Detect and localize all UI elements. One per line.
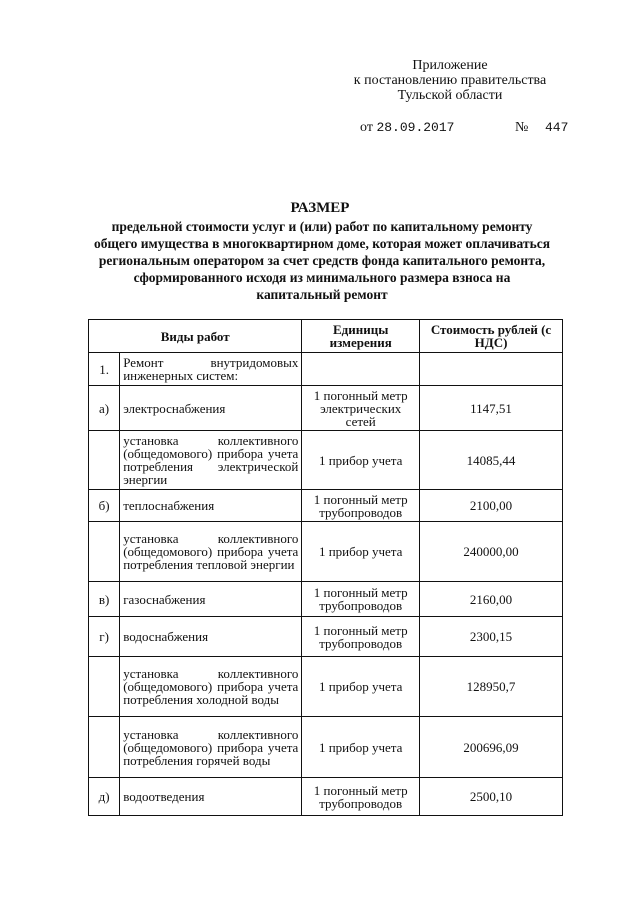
row-cost bbox=[420, 353, 563, 386]
row-cost: 2500,10 bbox=[420, 778, 563, 816]
table-row bbox=[89, 431, 563, 490]
row-cost: 2160,00 bbox=[420, 582, 563, 617]
row-work-name: установка коллективного (общедомового) прибора учета потребления горячей воды bbox=[120, 717, 302, 778]
row-cost: 1147,51 bbox=[420, 386, 563, 431]
row-index bbox=[89, 657, 120, 717]
table-row bbox=[89, 490, 563, 522]
row-index bbox=[89, 717, 120, 778]
appendix-header bbox=[330, 58, 570, 103]
row-cost: 200696,09 bbox=[420, 717, 563, 778]
row-index: д) bbox=[89, 778, 120, 816]
row-work-name: электроснабжения bbox=[120, 386, 302, 431]
header-unit: Единицы измерения bbox=[302, 320, 420, 353]
row-unit bbox=[302, 353, 420, 386]
row-unit: 1 погонный метр трубопроводов bbox=[302, 582, 420, 617]
row-cost: 240000,00 bbox=[420, 522, 563, 582]
resolution-number: 447 bbox=[545, 120, 569, 135]
row-cost: 14085,44 bbox=[420, 431, 563, 490]
row-work-name: установка коллективного (общедомового) прибора учета потребления тепловой энергии bbox=[120, 522, 302, 582]
row-index: а) bbox=[89, 386, 120, 431]
resolution-date: 28.09.2017 bbox=[376, 120, 455, 135]
header-works: Виды работ bbox=[89, 320, 302, 353]
row-work-name: водоотведения bbox=[120, 778, 302, 816]
table-row bbox=[89, 353, 563, 386]
table-header-row bbox=[89, 320, 563, 353]
table-row bbox=[89, 657, 563, 717]
row-unit: 1 погонный метр трубопроводов bbox=[302, 617, 420, 657]
row-index bbox=[89, 431, 120, 490]
row-cost: 2300,15 bbox=[420, 617, 563, 657]
date-prefix: от bbox=[360, 120, 373, 135]
number-sign: № bbox=[515, 120, 529, 135]
document-title: РАЗМЕР bbox=[290, 200, 350, 216]
table-row bbox=[89, 717, 563, 778]
row-cost: 128950,7 bbox=[420, 657, 563, 717]
resolution-date-line bbox=[360, 120, 569, 136]
row-work-name: Ремонт внутридомовых инженерных систем: bbox=[120, 353, 302, 386]
table-row bbox=[89, 386, 563, 431]
document-subtitle: предельной стоимости услуг и (или) работ по капитальному ремонту общего имущества в многоквартирном доме, которая может оплачиваться региональным оператором за счет средств фонда капитального ремонта, сформированного исходя из минимального размера взноса на капитальный ремонт bbox=[93, 219, 551, 302]
appendix-line: Приложение bbox=[412, 58, 488, 73]
row-index: б) bbox=[89, 490, 120, 522]
row-unit: 1 прибор учета bbox=[302, 522, 420, 582]
row-unit: 1 прибор учета bbox=[302, 717, 420, 778]
row-unit: 1 погонный метр электрических сетей bbox=[302, 386, 420, 431]
header-cost: Стоимость рублей (с НДС) bbox=[420, 320, 563, 353]
row-index bbox=[89, 522, 120, 582]
appendix-line: Тульской области bbox=[397, 88, 503, 103]
row-index: г) bbox=[89, 617, 120, 657]
row-work-name: водоснабжения bbox=[120, 617, 302, 657]
row-index: 1. bbox=[89, 353, 120, 386]
row-work-name: установка коллективного (общедомового) прибора учета потребления электрической энергии bbox=[120, 431, 302, 490]
table-row bbox=[89, 582, 563, 617]
row-unit: 1 прибор учета bbox=[302, 657, 420, 717]
appendix-line: к постановлению правительства bbox=[353, 73, 547, 88]
row-work-name: теплоснабжения bbox=[120, 490, 302, 522]
table-row bbox=[89, 778, 563, 816]
table-row bbox=[89, 522, 563, 582]
works-cost-table bbox=[88, 319, 563, 816]
row-cost: 2100,00 bbox=[420, 490, 563, 522]
row-work-name: газоснабжения bbox=[120, 582, 302, 617]
row-work-name: установка коллективного (общедомового) прибора учета потребления холодной воды bbox=[120, 657, 302, 717]
row-unit: 1 прибор учета bbox=[302, 431, 420, 490]
row-unit: 1 погонный метр трубопроводов bbox=[302, 490, 420, 522]
table-row bbox=[89, 617, 563, 657]
row-unit: 1 погонный метр трубопроводов bbox=[302, 778, 420, 816]
row-index: в) bbox=[89, 582, 120, 617]
